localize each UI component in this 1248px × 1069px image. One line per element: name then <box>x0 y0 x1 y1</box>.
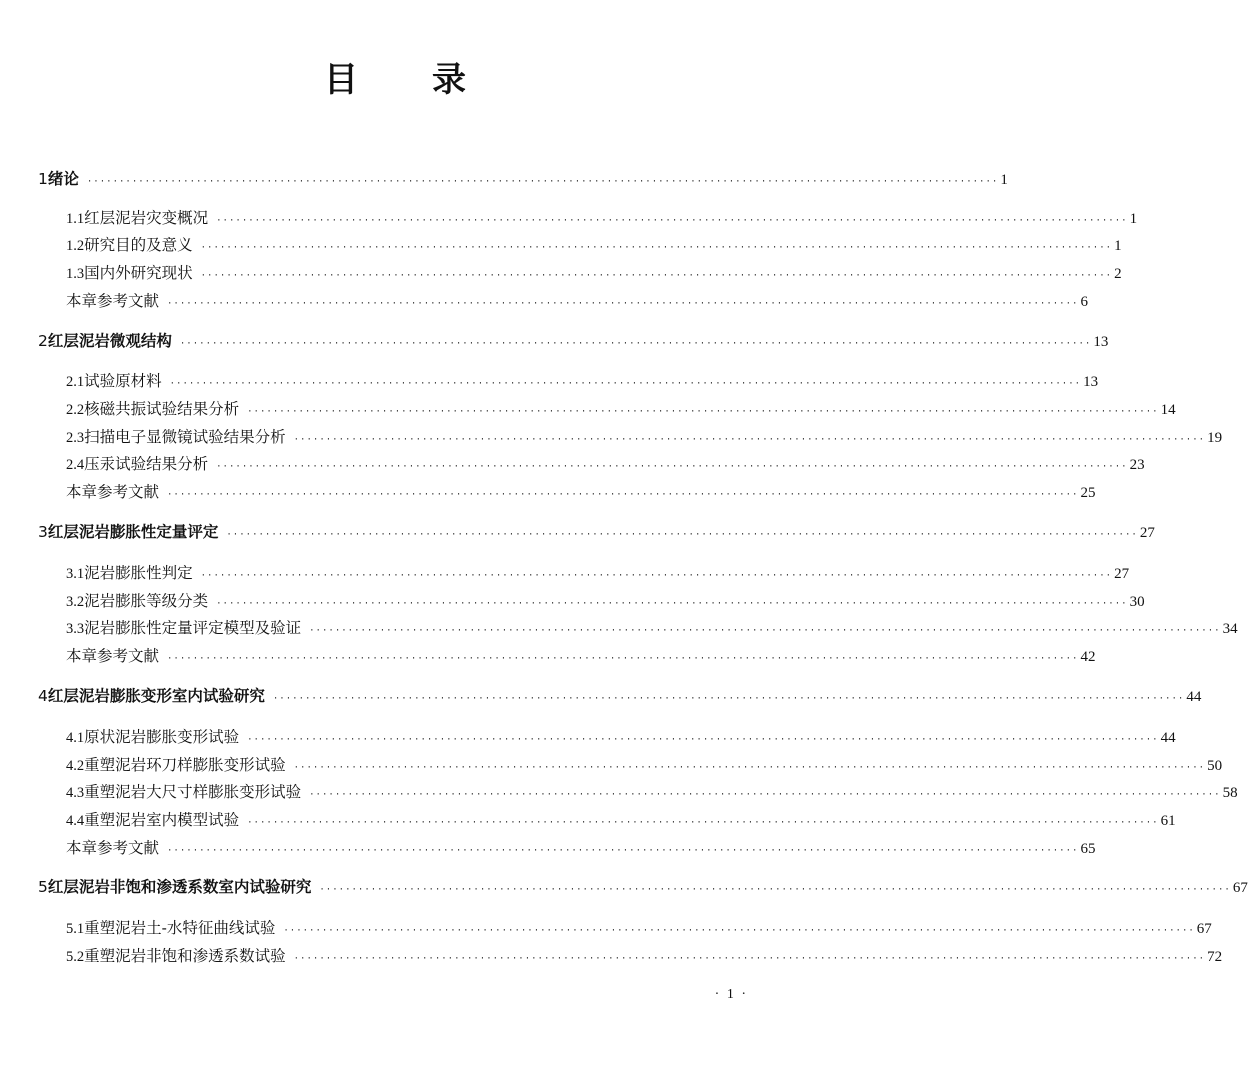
dot-leader: ·············································································································································· <box>200 571 1113 581</box>
entry-page: 67 <box>1196 921 1212 937</box>
dot-leader: ·············································································································································· <box>216 599 1128 609</box>
entry-page: 67 <box>1232 880 1248 896</box>
entry-page: 25 <box>1080 485 1096 501</box>
entry-label: 本章参考文献 <box>66 292 160 310</box>
toc-entry-4-1[interactable] <box>66 726 1176 748</box>
entry-label: 本章参考文献 <box>66 647 160 665</box>
entry-label: 红层泥岩灾变概况 <box>84 209 209 227</box>
entry-number: 1.1 <box>66 211 85 227</box>
entry-label: 重塑泥岩环刀样膨胀变形试验 <box>84 756 286 774</box>
entry-label: 绪论 <box>47 170 79 188</box>
dot-leader: ·············································································································································· <box>309 790 1221 800</box>
dot-leader: ·············································································································································· <box>200 271 1113 281</box>
toc-entry-2-2[interactable] <box>66 398 1176 420</box>
dot-leader: ·············································································································································· <box>283 926 1195 936</box>
entry-number: 3.2 <box>66 594 85 610</box>
dot-leader: ·············································································································································· <box>272 694 1185 704</box>
toc-entry-1-1[interactable] <box>66 207 1138 229</box>
entry-label: 红层泥岩微观结构 <box>47 332 172 350</box>
entry-page: 13 <box>1093 334 1109 350</box>
entry-page: 23 <box>1129 457 1145 473</box>
entry-label: 泥岩膨胀等级分类 <box>84 592 209 610</box>
entry-label: 红层泥岩非饱和渗透系数室内试验研究 <box>47 878 312 896</box>
entry-number: 4.1 <box>66 730 85 746</box>
dot-leader: ·············································································································································· <box>309 626 1221 636</box>
entry-number: 2.2 <box>66 402 85 418</box>
entry-label: 研究目的及意义 <box>84 236 193 254</box>
entry-label: 红层泥岩膨胀性定量评定 <box>47 523 219 541</box>
dot-leader: ·············································································································································· <box>167 654 1079 664</box>
entry-page: 2 <box>1114 266 1122 282</box>
dot-leader: ·············································································································································· <box>247 735 1159 745</box>
entry-page: 65 <box>1080 841 1096 857</box>
entry-label: 试验原材料 <box>84 372 162 390</box>
entry-page: 61 <box>1160 813 1176 829</box>
entry-page: 1 <box>1129 211 1138 227</box>
toc-entry-4-2[interactable] <box>66 754 1223 776</box>
dot-leader: ·············································································································································· <box>167 299 1079 309</box>
toc-title-char-1: 目 <box>324 60 358 100</box>
entry-number: 4.2 <box>66 758 85 774</box>
entry-label: 重塑泥岩大尺寸样膨胀变形试验 <box>84 783 302 801</box>
entry-page: 50 <box>1207 758 1223 774</box>
entry-number: 3.1 <box>66 566 85 582</box>
entry-page: 44 <box>1160 730 1176 746</box>
dot-leader: ·············································································································································· <box>169 379 1082 389</box>
entry-label: 重塑泥岩非饱和渗透系数试验 <box>84 947 286 965</box>
dot-leader: ·············································································································································· <box>293 763 1206 773</box>
entry-number: 3.3 <box>66 621 85 637</box>
toc-entry-4-4[interactable] <box>66 809 1176 831</box>
entry-number: 1 <box>38 170 48 188</box>
toc-entry-chapter-1[interactable] <box>38 168 1008 190</box>
dot-leader: ·············································································································································· <box>86 177 999 187</box>
toc-entry-chapter-3[interactable] <box>38 521 1155 543</box>
entry-label: 核磁共振试验结果分析 <box>84 400 240 418</box>
toc-entry-ch4-references[interactable] <box>66 837 1096 859</box>
dot-leader: ·············································································································································· <box>226 530 1138 540</box>
entry-number: 2.1 <box>66 374 85 390</box>
entry-number: 4.3 <box>66 785 85 801</box>
toc-entry-chapter-4[interactable] <box>38 685 1202 707</box>
entry-page: 30 <box>1129 594 1145 610</box>
entry-page: 27 <box>1139 525 1155 541</box>
toc-entry-2-1[interactable] <box>66 370 1099 392</box>
entry-page: 27 <box>1114 566 1130 582</box>
entry-page: 6 <box>1080 294 1088 310</box>
entry-number: 1.3 <box>66 266 85 282</box>
entry-label: 本章参考文献 <box>66 483 160 501</box>
dot-leader: ·············································································································································· <box>167 490 1079 500</box>
entry-number: 3 <box>38 523 48 541</box>
entry-label: 泥岩膨胀性定量评定模型及验证 <box>84 619 302 637</box>
toc-entry-5-2[interactable] <box>66 945 1223 967</box>
entry-number: 2 <box>38 332 48 350</box>
toc-entry-3-3[interactable] <box>66 617 1238 639</box>
entry-page: 1 <box>1000 172 1008 188</box>
entry-number: 4.4 <box>66 813 85 829</box>
entry-page: 19 <box>1207 430 1223 446</box>
entry-number: 5 <box>38 878 48 896</box>
entry-page: 34 <box>1222 621 1238 637</box>
dot-leader: ·············································································································································· <box>200 243 1113 253</box>
entry-page: 1 <box>1114 238 1122 254</box>
entry-number: 1.2 <box>66 238 85 254</box>
entry-label: 本章参考文献 <box>66 839 160 857</box>
dot-leader: ·············································································································································· <box>167 846 1079 856</box>
entry-number: 2.3 <box>66 430 85 446</box>
entry-label: 重塑泥岩土-水特征曲线试验 <box>84 919 276 937</box>
toc-entry-1-3[interactable] <box>66 262 1122 284</box>
entry-label: 压汞试验结果分析 <box>84 455 209 473</box>
entry-number: 4 <box>38 687 48 705</box>
entry-page: 44 <box>1186 689 1202 705</box>
dot-leader: ·············································································································································· <box>179 339 1092 349</box>
dot-leader: ·············································································································································· <box>216 216 1128 226</box>
entry-label: 原状泥岩膨胀变形试验 <box>84 728 240 746</box>
entry-page: 13 <box>1083 374 1099 390</box>
entry-label: 国内外研究现状 <box>84 264 193 282</box>
entry-page: 58 <box>1222 785 1238 801</box>
entry-number: 5.1 <box>66 921 85 937</box>
entry-label: 泥岩膨胀性判定 <box>84 564 193 582</box>
dot-leader: ·············································································································································· <box>319 885 1231 895</box>
toc-entry-3-1[interactable] <box>66 562 1130 584</box>
entry-label: 红层泥岩膨胀变形室内试验研究 <box>47 687 265 705</box>
entry-page: 42 <box>1080 649 1096 665</box>
toc-entry-chapter-5[interactable] <box>38 876 1248 898</box>
toc-entry-2-4[interactable] <box>66 453 1145 475</box>
dot-leader: ·············································································································································· <box>216 462 1128 472</box>
page-number: · 1 · <box>714 987 748 1002</box>
entry-page: 72 <box>1207 949 1223 965</box>
toc-entry-ch2-references[interactable] <box>66 481 1096 503</box>
toc-entry-1-2[interactable] <box>66 234 1122 256</box>
dot-leader: ·············································································································································· <box>293 954 1206 964</box>
entry-page: 14 <box>1160 402 1176 418</box>
toc-entry-ch3-references[interactable] <box>66 645 1096 667</box>
toc-entry-3-2[interactable] <box>66 590 1145 612</box>
entry-label: 扫描电子显微镜试验结果分析 <box>84 428 286 446</box>
dot-leader: ·············································································································································· <box>247 407 1159 417</box>
entry-number: 5.2 <box>66 949 85 965</box>
toc-entry-2-3[interactable] <box>66 426 1223 448</box>
toc-title-char-2: 录 <box>432 60 466 100</box>
entry-label: 重塑泥岩室内模型试验 <box>84 811 240 829</box>
toc-entry-ch1-references[interactable] <box>66 290 1088 312</box>
dot-leader: ·············································································································································· <box>293 435 1206 445</box>
dot-leader: ·············································································································································· <box>247 818 1159 828</box>
toc-entry-4-3[interactable] <box>66 781 1238 803</box>
toc-entry-5-1[interactable] <box>66 917 1212 939</box>
entry-number: 2.4 <box>66 457 85 473</box>
toc-entry-chapter-2[interactable] <box>38 330 1109 352</box>
